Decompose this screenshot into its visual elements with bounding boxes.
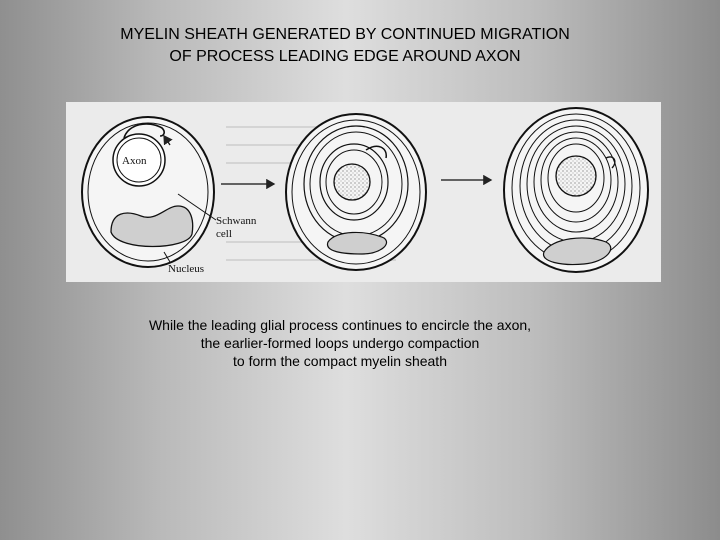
schwann-cell-label-line2: cell — [216, 228, 232, 240]
myelination-figure — [66, 102, 661, 282]
nucleus-label: Nucleus — [168, 263, 205, 275]
slide-title: MYELIN SHEATH GENERATED BY CONTINUED MIGRATION OF PROCESS LEADING EDGE AROUND AXON — [120, 26, 570, 65]
myelination-diagram — [66, 102, 661, 282]
axon-label: Axon — [122, 155, 147, 167]
stage-2-cell — [286, 114, 426, 270]
stage-3-cell — [504, 108, 648, 272]
slide-caption: While the leading glial process continues to encircle the axon, the earlier-formed loops undergo compaction to form the compact myelin sheath — [148, 317, 532, 369]
stage-1-cell — [82, 117, 216, 267]
schwann-cell-label-line1: Schwann — [216, 215, 257, 227]
